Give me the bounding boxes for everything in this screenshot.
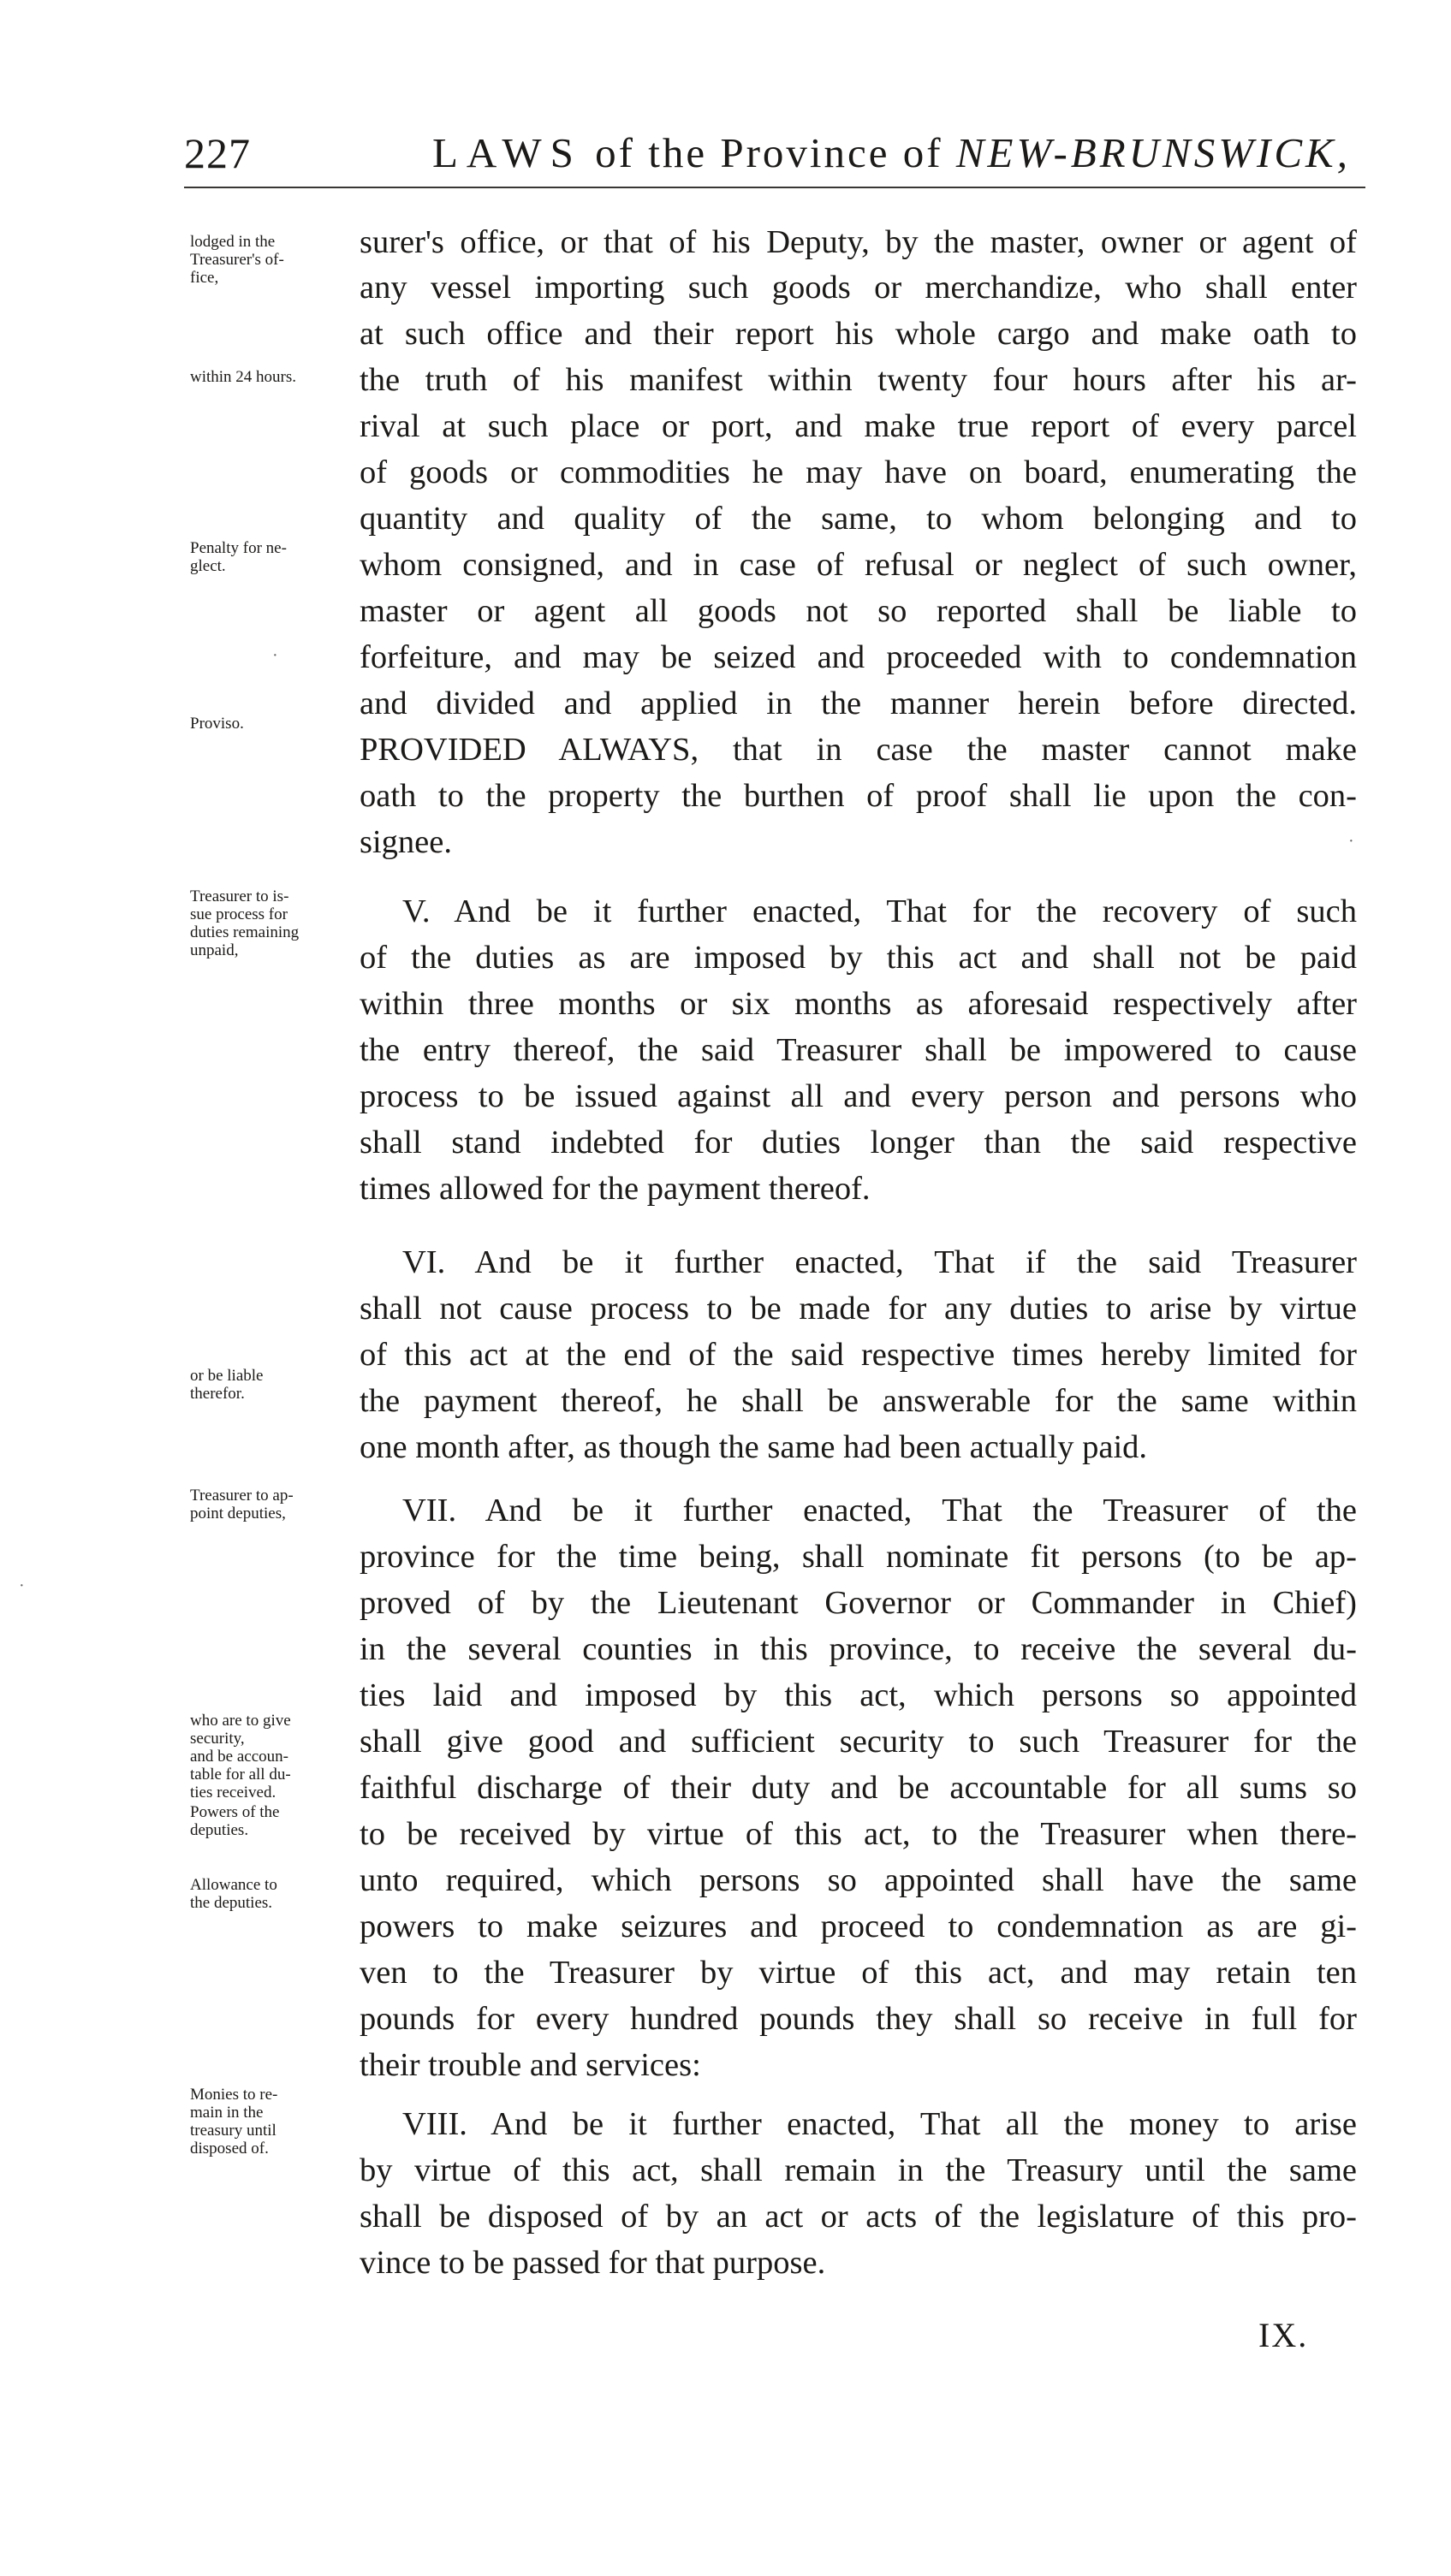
body-line: process to be issued against all and every person and persons who bbox=[360, 1078, 1357, 1114]
margin-note-line: or be liable bbox=[190, 1367, 264, 1385]
body-line: and divided and applied in the manner herein before directed. bbox=[360, 686, 1357, 721]
body-line: the truth of his manifest within twenty four hours after his ar- bbox=[360, 362, 1357, 398]
body-line: shall not cause process to be made for any duties to arise by virtue bbox=[360, 1291, 1357, 1327]
scan-speck: · bbox=[272, 646, 278, 665]
section-v-heading-line: V. And be it further enacted, That for the recovery of such bbox=[402, 893, 1357, 929]
margin-note-allowance bbox=[190, 1876, 357, 1912]
margin-note-monies bbox=[190, 2086, 357, 2158]
margin-note-line: within 24 hours. bbox=[190, 368, 297, 386]
scan-speck: · bbox=[1348, 832, 1354, 851]
margin-note-line: Monies to re- bbox=[190, 2086, 278, 2104]
body-line: unto required, which persons so appointed shall have the same bbox=[360, 1862, 1357, 1898]
body-line: any vessel importing such goods or merchandize, who shall enter bbox=[360, 270, 1357, 306]
section-vi-heading-line: VI. And be it further enacted, That if the said Treasurer bbox=[402, 1244, 1357, 1280]
margin-note-line: main in the bbox=[190, 2104, 264, 2122]
margin-note-line: Penalty for ne- bbox=[190, 539, 287, 557]
section-vii-heading-line: VII. And be it further enacted, That the Treasurer of the bbox=[402, 1493, 1357, 1528]
margin-note-line: point deputies, bbox=[190, 1505, 286, 1522]
margin-note-appoint-deputies bbox=[190, 1487, 357, 1522]
body-line: shall give good and sufficient security to such Treasurer for the bbox=[360, 1724, 1357, 1760]
margin-note-line: duties remaining bbox=[190, 923, 300, 941]
body-line: forfeiture, and may be seized and proceeded with to condemnation bbox=[360, 639, 1357, 675]
section-viii-heading-line: VIII. And be it further enacted, That all the money to arise bbox=[402, 2106, 1357, 2142]
body-line: province for the time being, shall nominate fit persons (to be ap- bbox=[360, 1539, 1357, 1575]
body-line: the entry thereof, the said Treasurer shall be impowered to cause bbox=[360, 1032, 1357, 1068]
margin-note-line: fice, bbox=[190, 269, 219, 287]
header-rule bbox=[184, 187, 1365, 188]
margin-note-line: Allowance to bbox=[190, 1876, 277, 1894]
running-title bbox=[432, 128, 1351, 177]
margin-note-line: therefor. bbox=[190, 1385, 245, 1403]
margin-note-penalty bbox=[190, 539, 357, 575]
body-line: of this act at the end of the said respective times hereby limited for bbox=[360, 1337, 1357, 1373]
body-line: signee. bbox=[360, 824, 452, 860]
body-line: ven to the Treasurer by virtue of this act, and may retain ten bbox=[360, 1955, 1357, 1991]
margin-note-line: Treasurer to ap- bbox=[190, 1487, 294, 1505]
margin-note-line: Treasurer's of- bbox=[190, 251, 284, 269]
body-line: faithful discharge of their duty and be accountable for all sums so bbox=[360, 1770, 1357, 1806]
body-line: master or agent all goods not so reported shall be liable to bbox=[360, 593, 1357, 629]
margin-note-lodged bbox=[190, 233, 357, 287]
margin-note-line: sue process for bbox=[190, 905, 288, 923]
body-line: quantity and quality of the same, to whom belonging and to bbox=[360, 501, 1357, 537]
running-title-middle: of the Province of bbox=[595, 129, 943, 176]
body-line: surer's office, or that of his Deputy, by the master, owner or agent of bbox=[360, 224, 1357, 260]
margin-note-line: who are to give bbox=[190, 1712, 291, 1730]
body-line: pounds for every hundred pounds they shall so receive in full for bbox=[360, 2001, 1357, 2037]
body-line: times allowed for the payment thereof. bbox=[360, 1171, 871, 1207]
body-line: powers to make seizures and proceed to condemnation as are gi- bbox=[360, 1908, 1357, 1944]
catchword: IX. bbox=[1258, 2316, 1309, 2354]
margin-note-line: ties received. bbox=[190, 1784, 277, 1801]
page-header bbox=[184, 128, 1365, 188]
page-number: 227 bbox=[184, 129, 251, 177]
margin-note-line: deputies. bbox=[190, 1821, 249, 1839]
body-line: at such office and their report his whole cargo and make oath to bbox=[360, 316, 1357, 352]
body-line: to be received by virtue of this act, to the Treasurer when there- bbox=[360, 1816, 1357, 1852]
body-line: the payment thereof, he shall be answerable for the same within bbox=[360, 1383, 1357, 1419]
body-line: one month after, as though the same had been actually paid. bbox=[360, 1429, 1148, 1465]
margin-note-line: disposed of. bbox=[190, 2140, 269, 2158]
body-line: ties laid and imposed by this act, which persons so appointed bbox=[360, 1677, 1357, 1713]
body-line: of the duties as are imposed by this act and shall not be paid bbox=[360, 940, 1357, 976]
body-line: in the several counties in this province, to receive the several du- bbox=[360, 1631, 1357, 1667]
body-line: PROVIDED ALWAYS, that in case the master cannot make bbox=[360, 732, 1357, 768]
margin-note-powers bbox=[190, 1803, 357, 1839]
margin-note-security bbox=[190, 1712, 357, 1801]
body-line: rival at such place or port, and make true report of every parcel bbox=[360, 408, 1357, 444]
body-line: vince to be passed for that purpose. bbox=[360, 2245, 826, 2281]
margin-note-line: glect. bbox=[190, 557, 226, 575]
margin-note-line: table for all du- bbox=[190, 1766, 291, 1784]
margin-note-line: security, bbox=[190, 1730, 245, 1748]
margin-note-line: Powers of the bbox=[190, 1803, 280, 1821]
body-line: within three months or six months as aforesaid respectively after bbox=[360, 986, 1357, 1022]
body-line: shall stand indebted for duties longer than the said respective bbox=[360, 1125, 1357, 1160]
margin-note-line: Proviso. bbox=[190, 715, 244, 733]
margin-note-line: Treasurer to is- bbox=[190, 887, 289, 905]
margin-note-line: unpaid, bbox=[190, 941, 239, 959]
margin-note-line: lodged in the bbox=[190, 233, 276, 251]
running-title-province: NEW-BRUNSWICK, bbox=[955, 129, 1351, 176]
margin-note-liable bbox=[190, 1367, 357, 1403]
body-line: by virtue of this act, shall remain in the Treasury until the same bbox=[360, 2152, 1357, 2188]
body-line: proved of by the Lieutenant Governor or Commander in Chief) bbox=[360, 1585, 1357, 1621]
body-line: oath to the property the burthen of proof shall lie upon the con- bbox=[360, 778, 1357, 814]
margin-note-line: treasury until bbox=[190, 2122, 277, 2140]
body-line: shall be disposed of by an act or acts of the legislature of this pro- bbox=[360, 2199, 1357, 2235]
scan-speck: · bbox=[19, 1576, 25, 1595]
body-line: their trouble and services: bbox=[360, 2047, 701, 2083]
margin-note-treasurer-process bbox=[190, 887, 357, 959]
body-line: of goods or commodities he may have on board, enumerating the bbox=[360, 454, 1357, 490]
margin-note-within-24-hours bbox=[190, 368, 357, 386]
margin-note-proviso bbox=[190, 715, 357, 733]
margin-note-line: the deputies. bbox=[190, 1894, 273, 1912]
margin-note-line: and be accoun- bbox=[190, 1748, 288, 1766]
running-title-laws: LAWS bbox=[432, 129, 582, 176]
body-line: whom consigned, and in case of refusal or neglect of such owner, bbox=[360, 547, 1357, 583]
